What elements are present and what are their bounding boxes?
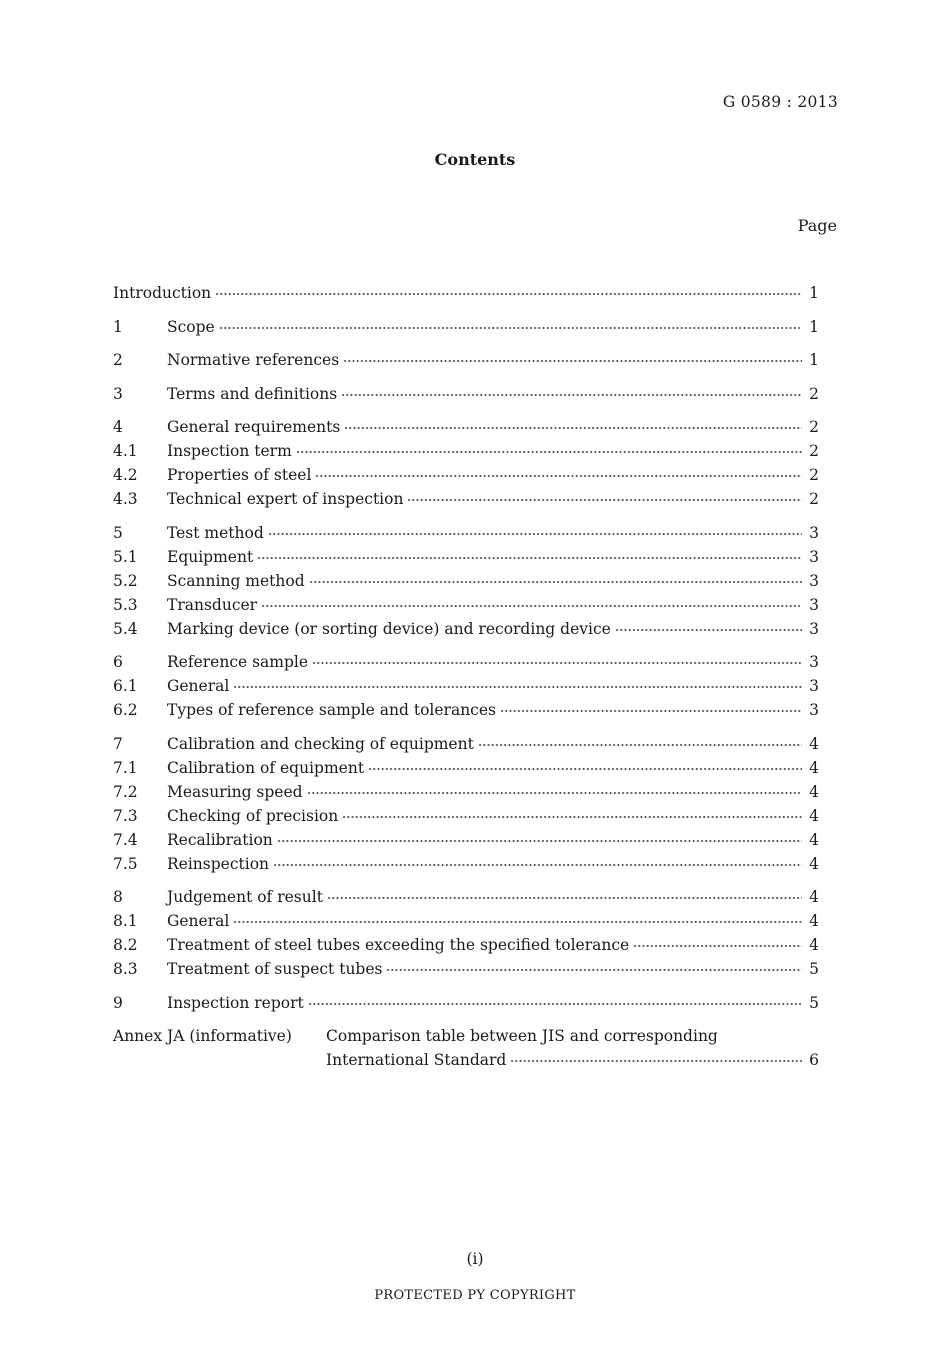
toc-entry-number: 8.2 (113, 936, 138, 954)
toc-entry[interactable] (113, 852, 819, 876)
toc-entry[interactable] (113, 569, 819, 593)
toc-entry-number: 6.1 (113, 677, 138, 695)
toc-entry[interactable] (113, 933, 819, 957)
toc-entry[interactable] (113, 463, 819, 487)
toc-entry-number: 4.2 (113, 466, 138, 484)
dot-leader (342, 811, 802, 821)
toc-entry-page: 2 (809, 466, 819, 484)
toc-entry[interactable] (113, 593, 819, 617)
toc-entry-page: 3 (809, 596, 819, 614)
dot-leader (510, 1055, 802, 1065)
toc-entry[interactable] (113, 382, 819, 406)
annex-title-line2: International Standard (326, 1051, 507, 1069)
toc-entry-number: 3 (113, 385, 123, 403)
toc-entry-label: Calibration and checking of equipment (167, 735, 474, 753)
toc-entry-label: Judgement of result (167, 888, 323, 906)
dot-leader (407, 494, 802, 504)
toc-entry-label: Inspection term (167, 442, 292, 460)
toc-entry-number: 4.3 (113, 490, 138, 508)
toc-entry[interactable] (113, 780, 819, 804)
copyright-notice: PROTECTED PY COPYRIGHT (374, 1288, 576, 1303)
toc-entry-label: Types of reference sample and tolerances (167, 701, 496, 719)
toc-entry[interactable] (113, 415, 819, 439)
toc-entry[interactable] (113, 991, 819, 1015)
toc-entry-page: 2 (809, 385, 819, 403)
toc-entry-page: 6 (809, 1051, 819, 1069)
toc-entry-number: 5 (113, 524, 123, 542)
page-column-header: Page (797, 216, 837, 235)
toc-entry-number: 6 (113, 653, 123, 671)
dot-leader (341, 389, 802, 399)
toc-entry-number: 1 (113, 318, 123, 336)
page-number: (i) (466, 1250, 484, 1268)
toc-entry-number: 7.2 (113, 783, 138, 801)
toc-entry-page: 4 (809, 783, 819, 801)
toc-entry-label: Properties of steel (167, 466, 312, 484)
toc-entry-label: Inspection report (167, 994, 304, 1012)
toc-entry[interactable] (113, 348, 819, 372)
toc-entry-page: 4 (809, 735, 819, 753)
toc-entry-label: Recalibration (167, 831, 273, 849)
toc-entry-label: Treatment of suspect tubes (167, 960, 383, 978)
toc-entry[interactable] (113, 487, 819, 511)
toc-entry-label: Transducer (167, 596, 258, 614)
toc-entry-number: 8.1 (113, 912, 138, 930)
toc-entry-page: 1 (809, 351, 819, 369)
toc-entry-page: 3 (809, 620, 819, 638)
dot-leader (277, 835, 802, 845)
dot-leader (296, 446, 802, 456)
dot-leader (219, 322, 802, 332)
dot-leader (615, 624, 802, 634)
dot-leader (309, 576, 802, 586)
dot-leader (315, 470, 802, 480)
dot-leader (273, 859, 802, 869)
dot-leader (308, 998, 802, 1008)
toc-entry-number: 5.3 (113, 596, 138, 614)
toc-entry-page: 4 (809, 888, 819, 906)
toc-entry-label: Calibration of equipment (167, 759, 365, 777)
toc-entry-number: 4.1 (113, 442, 138, 460)
dot-leader (344, 422, 802, 432)
page-title: Contents (434, 150, 516, 169)
toc-entry[interactable] (113, 732, 819, 756)
toc-entry[interactable] (113, 439, 819, 463)
toc-entry-label: Scanning method (167, 572, 305, 590)
toc-entry-page: 4 (809, 831, 819, 849)
toc-entry-label: General (167, 912, 230, 930)
annex-title-line1[interactable]: Comparison table between JIS and corresponding (326, 1027, 718, 1045)
dot-leader (268, 528, 802, 538)
toc-entry[interactable] (113, 756, 819, 780)
toc-entry-label: Measuring speed (167, 783, 303, 801)
toc-entry-page: 3 (809, 701, 819, 719)
document-id: G 0589 : 2013 (722, 93, 838, 111)
toc-entry-label: Checking of precision (167, 807, 339, 825)
toc-entry[interactable] (113, 674, 819, 698)
toc-entry-number: 7 (113, 735, 123, 753)
dot-leader (307, 787, 802, 797)
toc-entry-page: 5 (809, 994, 819, 1012)
dot-leader (500, 705, 802, 715)
dot-leader (386, 964, 802, 974)
toc-entry-label: Reference sample (167, 653, 309, 671)
toc-entry-number: 5.1 (113, 548, 138, 566)
toc-entry-page: 5 (809, 960, 819, 978)
toc-entry[interactable] (113, 650, 819, 674)
toc-entry-number: 5.2 (113, 572, 138, 590)
toc-entry-page: 3 (809, 572, 819, 590)
toc-entry[interactable] (113, 828, 819, 852)
toc-entry-number: 4 (113, 418, 123, 436)
dot-leader (368, 763, 802, 773)
dot-leader (257, 552, 802, 562)
toc-entry-label: Normative references (167, 351, 340, 369)
toc-entry-label: Introduction (113, 284, 212, 302)
dot-leader (478, 739, 802, 749)
toc-entry-label: Treatment of steel tubes exceeding the specified tolerance (167, 936, 630, 954)
dot-leader (233, 681, 802, 691)
toc-entry-annex[interactable] (326, 1048, 819, 1072)
toc-entry-page: 3 (809, 548, 819, 566)
toc-entry-number: 8 (113, 888, 123, 906)
toc-entry-number: 7.1 (113, 759, 138, 777)
toc-entry-label: Reinspection (167, 855, 270, 873)
toc-entry-introduction[interactable] (113, 281, 819, 305)
toc-entry-number: 7.5 (113, 855, 138, 873)
toc-entry[interactable] (113, 909, 819, 933)
toc-entry-label: Test method (167, 524, 264, 542)
toc-entry-page: 4 (809, 807, 819, 825)
toc-entry[interactable] (113, 315, 819, 339)
toc-entry-label: General requirements (167, 418, 341, 436)
dot-leader (343, 355, 802, 365)
toc-entry[interactable] (113, 545, 819, 569)
toc-entry-page: 4 (809, 759, 819, 777)
dot-leader (261, 600, 802, 610)
toc-entry-label: Equipment (167, 548, 254, 566)
toc-entry-label: Technical expert of inspection (167, 490, 404, 508)
toc-entry-page: 1 (809, 284, 819, 302)
dot-leader (215, 288, 802, 298)
toc-entry[interactable] (113, 521, 819, 545)
toc-entry-label: Scope (167, 318, 215, 336)
toc-entry-page: 4 (809, 912, 819, 930)
toc-entry-page: 3 (809, 653, 819, 671)
dot-leader (312, 657, 802, 667)
toc-entry-page: 2 (809, 418, 819, 436)
toc-entry-number: 5.4 (113, 620, 138, 638)
toc-entry[interactable] (113, 617, 819, 641)
toc-entry-label: General (167, 677, 230, 695)
toc-entry-number: 2 (113, 351, 123, 369)
toc-entry-number: 7.4 (113, 831, 138, 849)
toc-entry-label: Marking device (or sorting device) and recording device (167, 620, 611, 638)
toc-entry-number: 8.3 (113, 960, 138, 978)
toc-entry-number: 9 (113, 994, 123, 1012)
toc-entry-page: 4 (809, 855, 819, 873)
toc-entry-page: 1 (809, 318, 819, 336)
toc-entry-page: 2 (809, 490, 819, 508)
toc-entry-number: 6.2 (113, 701, 138, 719)
toc-entry[interactable] (113, 698, 819, 722)
toc-entry-page: 3 (809, 677, 819, 695)
dot-leader (327, 892, 802, 902)
toc-entry-number: 7.3 (113, 807, 138, 825)
dot-leader (233, 916, 802, 926)
toc-entry-page: 2 (809, 442, 819, 460)
dot-leader (633, 940, 802, 950)
toc-entry[interactable] (113, 885, 819, 909)
toc-entry[interactable] (113, 804, 819, 828)
annex-label[interactable]: Annex JA (informative) (113, 1027, 292, 1045)
toc-entry[interactable] (113, 957, 819, 981)
toc-entry-label: Terms and definitions (167, 385, 338, 403)
toc-entry-page: 4 (809, 936, 819, 954)
toc-entry-page: 3 (809, 524, 819, 542)
